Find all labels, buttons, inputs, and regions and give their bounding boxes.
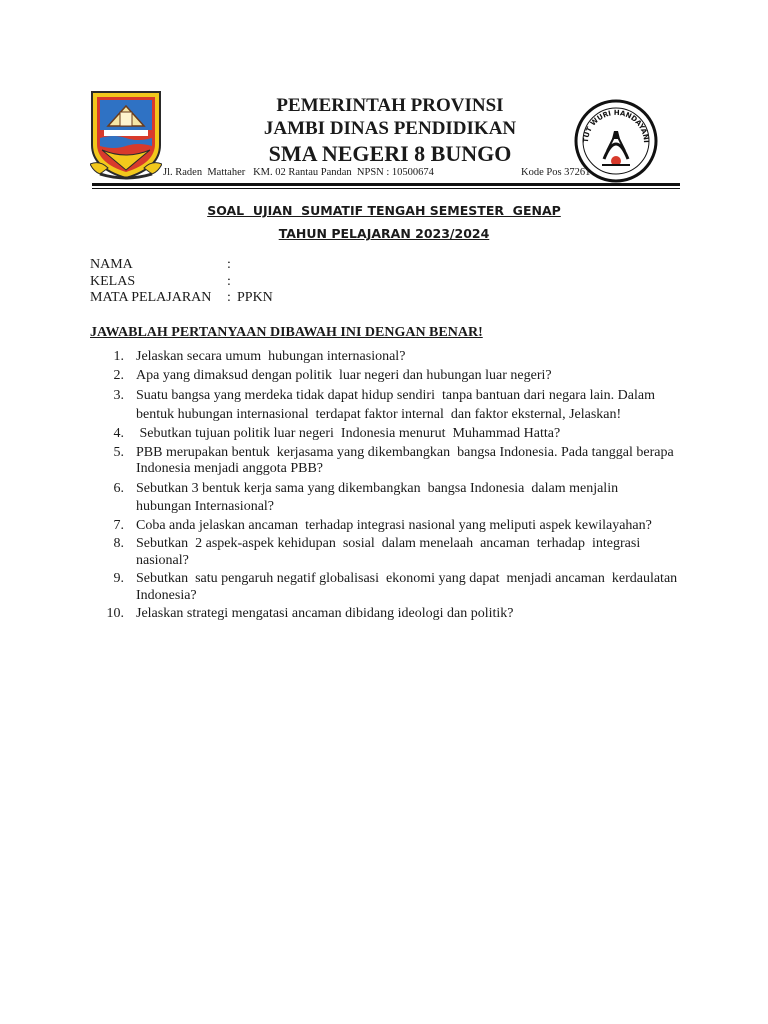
header-divider-thin — [92, 188, 680, 189]
identity-colon: : — [227, 273, 231, 289]
question-item — [100, 536, 680, 569]
question-item — [100, 349, 680, 366]
question-item — [100, 571, 680, 604]
student-identity-block — [90, 257, 390, 307]
question-text: Coba anda jelaskan ancaman terhadap integrasi nasional yang meliputi aspek kewilayahan? — [136, 517, 652, 533]
identity-label: KELAS — [90, 273, 136, 289]
header-school-name: SMA NEGERI 8 BUNGO — [268, 141, 512, 166]
identity-label: MATA PELAJARAN — [90, 290, 212, 305]
question-text: Sebutkan satu pengaruh negatif globalisasi ekonomi yang dapat menjadi ancaman kerdaulatan Indonesia? — [136, 571, 681, 603]
question-number: 6. — [113, 480, 124, 496]
header-department: JAMBI DINAS PENDIDIKAN — [263, 118, 517, 139]
question-number: 10. — [106, 606, 124, 621]
question-number: 9. — [113, 571, 124, 586]
question-text: PBB merupakan bentuk kerjasama yang dikembangkan bangsa Indonesia. Pada tanggal berapa Indonesia menjadi anggota PBB? — [136, 444, 678, 476]
exam-instruction: JAWABLAH PERTANYAAN DIBAWAH INI DENGAN BENAR! — [90, 325, 483, 340]
question-number: 2. — [113, 367, 124, 383]
header-address-line — [163, 167, 603, 181]
header-divider-thick — [92, 183, 680, 186]
question-number: 5. — [113, 444, 124, 460]
question-number: 3. — [113, 388, 124, 403]
question-item — [100, 606, 680, 623]
question-item — [100, 368, 680, 385]
question-item — [100, 386, 680, 424]
question-text: Suatu bangsa yang merdeka tidak dapat hidup sendiri tanpa bantuan dari negara lain. Dalam bentuk hubungan internasional terdapat faktor internal dan faktor eksternal, Jelaskan! — [136, 388, 659, 422]
question-number: 7. — [113, 517, 124, 533]
question-text: Apa yang dimaksud dengan politik luar negeri dan hubungan luar negeri? — [136, 367, 552, 383]
question-text: Jelaskan strategi mengatasi ancaman dibidang ideologi dan politik? — [136, 606, 514, 621]
identity-value: PPKN — [237, 290, 273, 305]
question-number: 8. — [113, 536, 124, 551]
identity-colon: : — [227, 257, 231, 272]
identity-row-subject — [90, 290, 390, 307]
question-item — [100, 445, 680, 478]
question-number: 1. — [113, 349, 124, 364]
exam-title: SOAL UJIAN SUMATIF TENGAH SEMESTER GENAP — [207, 203, 561, 218]
question-number: 4. — [113, 426, 124, 441]
identity-colon: : — [227, 290, 231, 305]
question-item — [100, 426, 680, 443]
question-text: Sebutkan 2 aspek-aspek kehidupan sosial dalam menelaah ancaman terhadap integrasi nasional? — [136, 536, 644, 568]
question-text: Sebutkan 3 bentuk kerja sama yang dikembangkan bangsa Indonesia dalam menjalin hubungan Internasional? — [136, 480, 626, 514]
school-address: Jl. Raden Mattaher KM. 02 Rantau Pandan NPSN : 10500674 — [163, 167, 434, 178]
question-item — [100, 518, 680, 535]
question-item — [100, 480, 680, 516]
question-list — [100, 349, 680, 625]
question-text: Jelaskan secara umum hubungan internasional? — [136, 349, 406, 364]
postal-code: Kode Pos 37261 — [521, 167, 591, 178]
identity-row-class — [90, 274, 390, 291]
question-text: Sebutkan tujuan politik luar negeri Indonesia menurut Muhammad Hatta? — [136, 426, 561, 441]
identity-row-name — [90, 257, 390, 274]
svg-text:TUT WURI HANDAYANI: TUT WURI HANDAYANI — [581, 108, 651, 144]
identity-label: NAMA — [90, 257, 133, 272]
header-government: PEMERINTAH PROVINSI — [276, 95, 504, 116]
exam-academic-year: TAHUN PELAJARAN 2023/2024 — [278, 226, 490, 241]
